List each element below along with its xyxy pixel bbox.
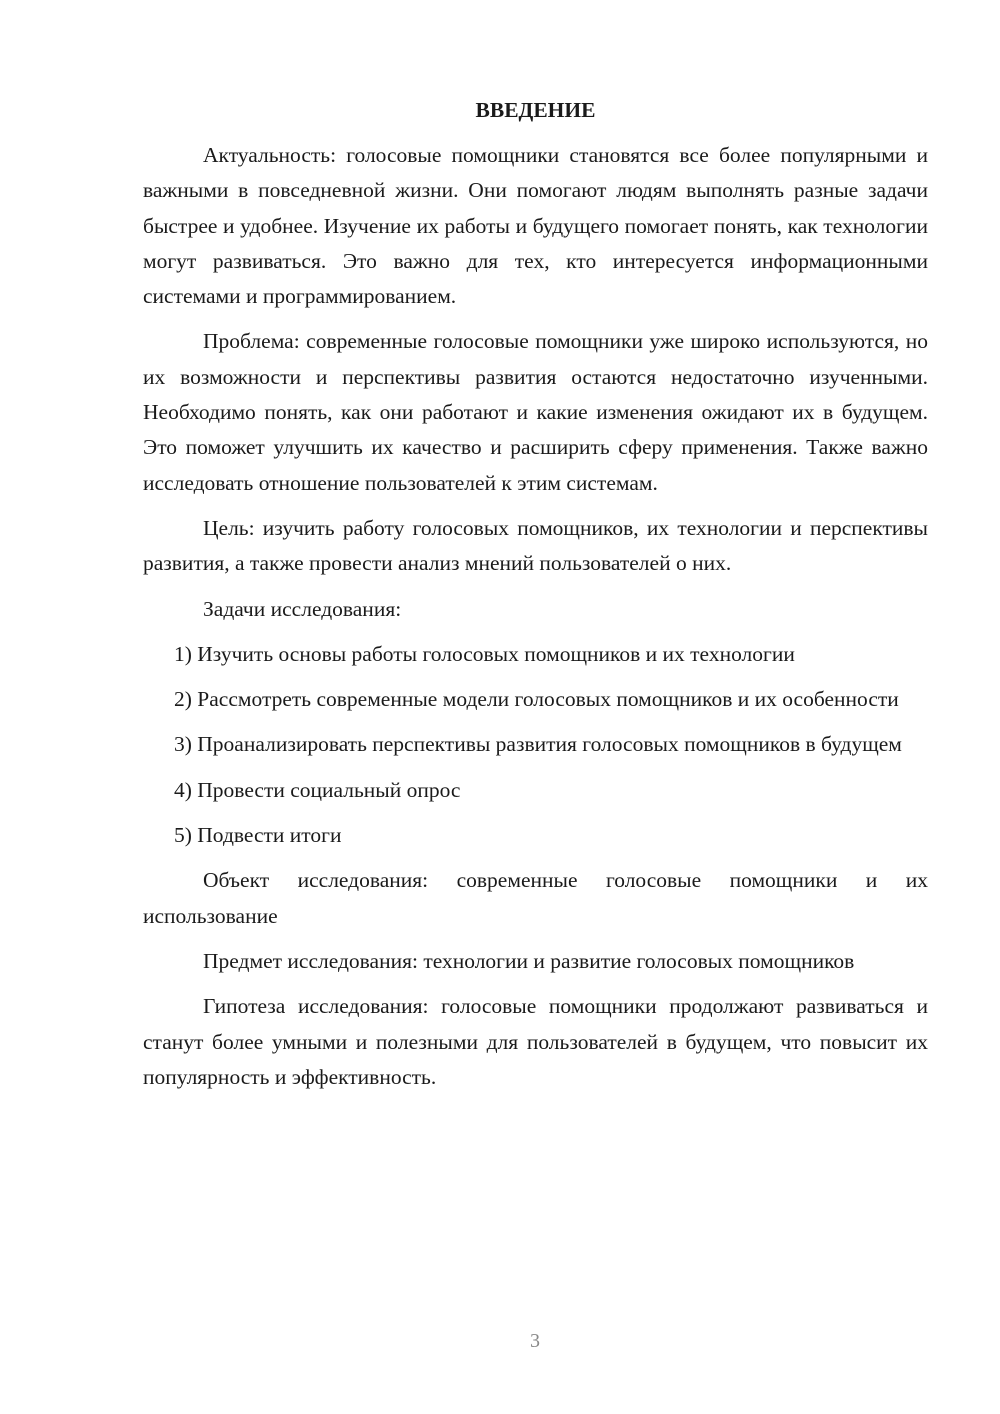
task-item-3: 3) Проанализировать перспективы развития голосовых помощников в будущем xyxy=(174,732,902,757)
paragraph-problem: Проблема: современные голосовые помощники уже широко используются, но их возможности и перспективы развития остаются недостаточно изученными. Необходимо понять, как они работают и какие изменения ожидают их в будущем. Это поможет улучшить их качество и расширить сферу применения. Также важно исследовать отношение пользователей к этим системам. xyxy=(143,329,928,495)
page-content xyxy=(143,93,928,1105)
paragraph-subject: Предмет исследования: технологии и развитие голосовых помощников xyxy=(203,948,855,973)
paragraph-goal: Цель: изучить работу голосовых помощников, их технологии и перспективы развития, а также провести анализ мнений пользователей о них. xyxy=(143,515,928,576)
paragraph-hypothesis: Гипотеза исследования: голосовые помощники продолжают развиваться и станут более умными и полезными для пользователей в будущем, что повысит их популярность и эффективность. xyxy=(143,994,928,1089)
task-item-2: 2) Рассмотреть современные модели голосовых помощников и их особенности xyxy=(174,687,899,712)
task-item-4: 4) Провести социальный опрос xyxy=(174,777,461,802)
tasks-title: Задачи исследования: xyxy=(203,596,402,621)
paragraph-relevance: Актуальность: голосовые помощники становятся все более популярными и важными в повседневной жизни. Они помогают людям выполнять разные задачи быстрее и удобнее. Изучение их работы и будущего помогает понять, как технологии могут развиваться. Это важно для тех, кто интересуется информационными системами и программированием. xyxy=(143,143,928,309)
paragraph-object: Объект исследования: современные голосовые помощники и их использование xyxy=(143,868,928,928)
task-item-5: 5) Подвести итоги xyxy=(174,823,342,848)
page-title: ВВЕДЕНИЕ xyxy=(475,98,596,122)
task-item-1: 1) Изучить основы работы голосовых помощников и их технологии xyxy=(174,641,795,666)
page-number: 3 xyxy=(530,1330,540,1352)
